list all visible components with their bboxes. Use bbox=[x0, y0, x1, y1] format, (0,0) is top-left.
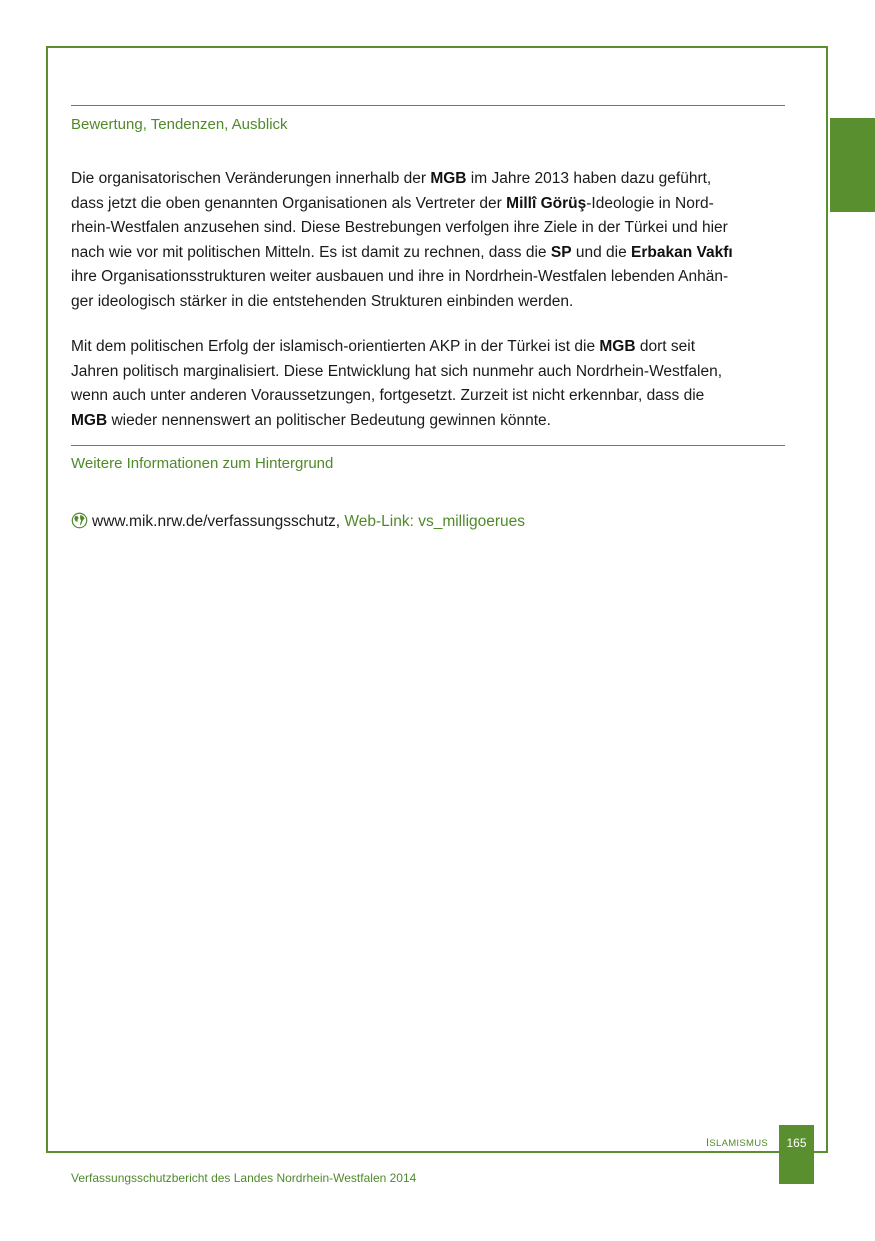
text-line: Die organisatorischen Veränderungen innerhalb der MGB im Jahre 2013 haben dazu geführt, bbox=[71, 170, 712, 187]
footer-document-title: Verfassungsschutzbericht des Landes Nordrhein-Westfalen 2014 bbox=[71, 1171, 417, 1185]
text-line: nach wie vor mit politischen Mitteln. Es ist damit zu rechnen, dass die SP und die Erbakan Vakfı bbox=[71, 243, 733, 261]
text-line: rhein-Westfalen anzusehen sind. Diese Bestrebungen verfolgen ihre Ziele in der Türkei und hier bbox=[71, 219, 728, 236]
text-line: MGB wieder nennenswert an politischer Bedeutung gewinnen könnte. bbox=[71, 411, 551, 429]
paragraph-assessment-1 bbox=[71, 167, 785, 314]
chapter-tab-marker bbox=[830, 118, 875, 212]
text-line: ger ideologisch stärker in die entstehenden Strukturen einbinden werden. bbox=[71, 292, 574, 310]
page-number: 165 bbox=[786, 1136, 807, 1150]
url-text[interactable]: www.mik.nrw.de/verfassungsschutz, bbox=[92, 513, 341, 530]
text-line: wenn auch unter anderen Voraussetzungen, fortgesetzt. Zurzeit ist nicht erkennbar, dass die bbox=[71, 387, 705, 404]
section-divider bbox=[71, 105, 785, 106]
section-heading-assessment: Bewertung, Tendenzen, Ausblick bbox=[71, 116, 288, 133]
globe-icon bbox=[71, 512, 88, 529]
paragraph-assessment-2 bbox=[71, 335, 785, 433]
text-line: Jahren politisch marginalisiert. Diese Entwicklung hat sich nunmehr auch Nordrhein-Westfalen, bbox=[71, 362, 723, 380]
section-heading-background: Weitere Informationen zum Hintergrund bbox=[71, 455, 334, 472]
text-line: Mit dem politischen Erfolg der islamisch-orientierten AKP in der Türkei ist die MGB dort seit bbox=[71, 338, 696, 355]
web-link[interactable]: Web-Link: vs_milligoerues bbox=[344, 513, 526, 530]
footer-section-name: ISLAMISMUS bbox=[706, 1137, 769, 1149]
page-number-box bbox=[779, 1125, 814, 1184]
text-line: dass jetzt die oben genannten Organisationen als Vertreter der Millî Görüş-Ideologie in Nord- bbox=[71, 194, 714, 212]
text-line: ihre Organisationsstrukturen weiter ausbauen und ihre in Nordrhein-Westfalen lebenden Anhän- bbox=[71, 268, 729, 285]
section-divider bbox=[71, 445, 785, 446]
web-link-row bbox=[71, 512, 525, 532]
